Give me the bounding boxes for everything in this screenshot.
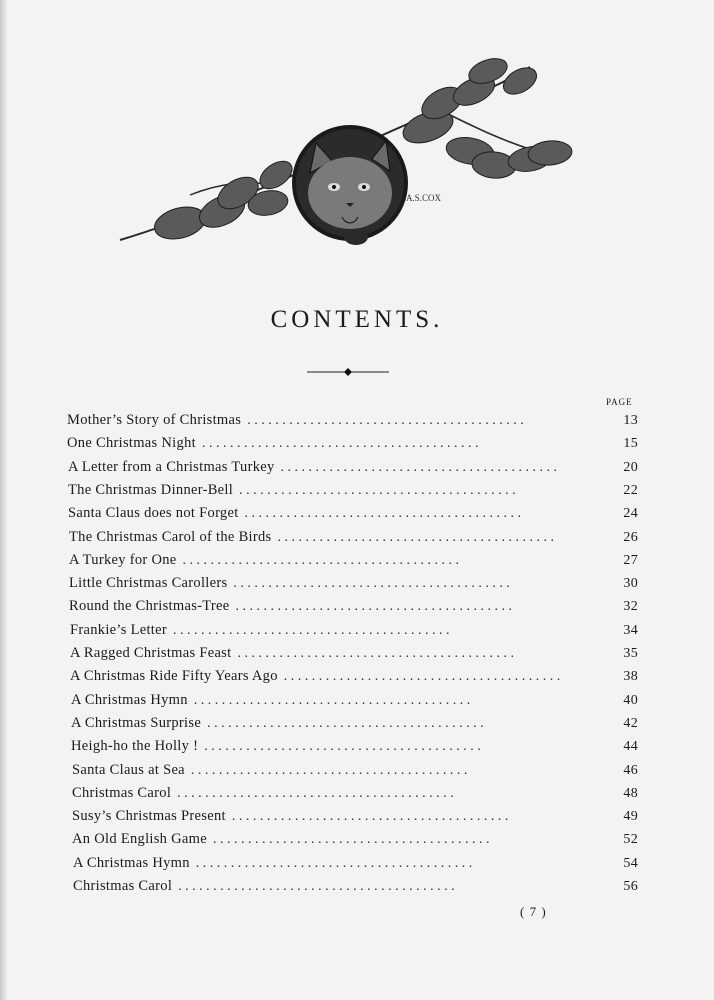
toc-entry-page: 44 [623, 739, 638, 755]
toc-entry-page: 20 [623, 459, 638, 475]
dot-leader: . . . . . . . . . . . . . . . . . . . . . . . . . . . . . . . . . . . . . . . . [177, 785, 454, 801]
toc-entry-title: A Christmas Surprise [71, 714, 202, 731]
toc-entry-page: 56 [623, 879, 638, 894]
toc-entry-title: Heigh-ho the Holly ! [71, 738, 199, 755]
folio-page-number: ( 7 ) [520, 904, 547, 919]
toc-entry[interactable] [68, 505, 638, 527]
toc-entry-title: Christmas Carol [72, 784, 172, 801]
toc-entry-page: 38 [623, 669, 638, 685]
toc-entry[interactable] [67, 435, 638, 457]
toc-entry-title: Santa Claus at Sea [72, 761, 185, 778]
ornament-divider [307, 366, 389, 378]
dot-leader: . . . . . . . . . . . . . . . . . . . . . . . . . . . . . . . . . . . . . . . . [173, 622, 450, 638]
toc-entry[interactable] [73, 855, 638, 877]
toc-entry-title: Santa Claus does not Forget [68, 505, 239, 522]
toc-entry-title: Little Christmas Carollers [69, 575, 228, 592]
toc-entry-page: 40 [623, 692, 638, 708]
toc-entry-title: A Christmas Ride Fifty Years Ago [70, 668, 278, 685]
dot-leader: . . . . . . . . . . . . . . . . . . . . . . . . . . . . . . . . . . . . . . . . [247, 413, 524, 428]
toc-entry-title: One Christmas Night [67, 435, 196, 452]
cat-willow-illustration [110, 55, 580, 260]
toc-entry-title: The Christmas Dinner-Bell [68, 481, 234, 498]
dot-leader: . . . . . . . . . . . . . . . . . . . . . . . . . . . . . . . . . . . . . . . . [182, 552, 460, 568]
dot-leader: . . . . . . . . . . . . . . . . . . . . . . . . . . . . . . . . . . . . . . . . [237, 646, 514, 661]
toc-entry-title: Christmas Carol [73, 878, 173, 894]
dot-leader: . . . . . . . . . . . . . . . . . . . . . . . . . . . . . . . . . . . . . . . . [190, 762, 468, 778]
toc-entry[interactable] [68, 482, 638, 504]
toc-entry-page: 35 [623, 646, 638, 661]
toc-entry-page: 27 [623, 552, 638, 568]
toc-entry-title: A Ragged Christmas Feast [70, 645, 232, 661]
dot-leader: . . . . . . . . . . . . . . . . . . . . . . . . . . . . . . . . . . . . . . . . [195, 855, 473, 871]
toc-entry-page: 48 [623, 785, 638, 801]
toc-entry-page: 46 [623, 762, 638, 778]
toc-entry[interactable] [69, 529, 638, 551]
dot-leader: . . . . . . . . . . . . . . . . . . . . . . . . . . . . . . . . . . . . . . . . [233, 576, 510, 592]
toc-entry[interactable] [72, 762, 638, 784]
toc-entry-page: 42 [623, 715, 638, 731]
toc-entry[interactable] [71, 692, 638, 714]
toc-entry[interactable] [69, 575, 638, 597]
dot-leader: . . . . . . . . . . . . . . . . . . . . . . . . . . . . . . . . . . . . . . . . [280, 459, 558, 475]
toc-entry[interactable] [71, 715, 638, 737]
toc-entry-page: 13 [623, 413, 638, 428]
dot-leader: . . . . . . . . . . . . . . . . . . . . . . . . . . . . . . . . . . . . . . . . [277, 529, 555, 545]
dot-leader: . . . . . . . . . . . . . . . . . . . . . . . . . . . . . . . . . . . . . . . . [231, 809, 509, 825]
toc-entry-page: 30 [623, 576, 638, 592]
dot-leader: . . . . . . . . . . . . . . . . . . . . . . . . . . . . . . . . . . . . . . . . [283, 669, 561, 685]
toc-entry-page: 49 [623, 809, 638, 825]
dot-leader: . . . . . . . . . . . . . . . . . . . . . . . . . . . . . . . . . . . . . . . . [201, 436, 479, 452]
artist-signature: A.S.COX [406, 193, 442, 203]
toc-entry-page: 26 [623, 529, 638, 545]
toc-entry[interactable] [70, 668, 638, 690]
contents-heading: CONTENTS. [270, 306, 444, 333]
toc-entry[interactable] [69, 598, 638, 620]
toc-entry-title: A Letter from a Christmas Turkey [68, 458, 275, 475]
toc-entry[interactable] [72, 785, 638, 807]
toc-entry-page: 52 [623, 832, 638, 848]
toc-entry-title: Mother’s Story of Christmas [67, 412, 242, 428]
toc-entry-page: 15 [623, 436, 638, 452]
dot-leader: . . . . . . . . . . . . . . . . . . . . . . . . . . . . . . . . . . . . . . . . [235, 599, 513, 615]
dot-leader: . . . . . . . . . . . . . . . . . . . . . . . . . . . . . . . . . . . . . . . . [207, 715, 484, 731]
dot-leader: . . . . . . . . . . . . . . . . . . . . . . . . . . . . . . . . . . . . . . . . [193, 692, 471, 708]
toc-entry-page: 34 [623, 622, 638, 638]
toc-entry-page: 54 [623, 855, 638, 871]
toc-entry[interactable] [70, 645, 638, 667]
toc-entry-page: 22 [623, 482, 638, 498]
toc-entry[interactable] [70, 622, 638, 644]
toc-entry[interactable] [68, 459, 638, 481]
toc-entry-title: Susy’s Christmas Present [72, 808, 226, 825]
toc-entry-title: A Turkey for One [69, 551, 177, 568]
toc-entry-title: The Christmas Carol of the Birds [69, 528, 272, 545]
page-column-label: PAGE [606, 397, 633, 407]
page-edge-shadow [0, 0, 8, 1000]
toc-entry-title: Frankie’s Letter [70, 621, 168, 638]
toc-entry-page: 24 [623, 506, 638, 522]
toc-entry-title: An Old English Game [72, 831, 207, 848]
toc-entry[interactable] [71, 738, 638, 760]
toc-entry-page: 32 [623, 599, 638, 615]
toc-entry-title: Round the Christmas-Tree [69, 598, 230, 615]
toc-entry[interactable] [69, 552, 638, 574]
dot-leader: . . . . . . . . . . . . . . . . . . . . . . . . . . . . . . . . . . . . . . . . [239, 482, 516, 498]
dot-leader: . . . . . . . . . . . . . . . . . . . . . . . . . . . . . . . . . . . . . . . . [178, 879, 455, 894]
toc-entry[interactable] [72, 831, 638, 853]
dot-leader: . . . . . . . . . . . . . . . . . . . . . . . . . . . . . . . . . . . . . . . . [212, 832, 490, 848]
toc-entry-title: A Christmas Hymn [71, 691, 188, 708]
toc-entry-title: A Christmas Hymn [73, 854, 190, 871]
dot-leader: . . . . . . . . . . . . . . . . . . . . . . . . . . . . . . . . . . . . . . . . [204, 739, 481, 755]
toc-entry[interactable] [73, 878, 638, 900]
toc-entry[interactable] [67, 412, 638, 434]
dot-leader: . . . . . . . . . . . . . . . . . . . . . . . . . . . . . . . . . . . . . . . . [244, 506, 522, 522]
toc-entry[interactable] [72, 808, 638, 830]
